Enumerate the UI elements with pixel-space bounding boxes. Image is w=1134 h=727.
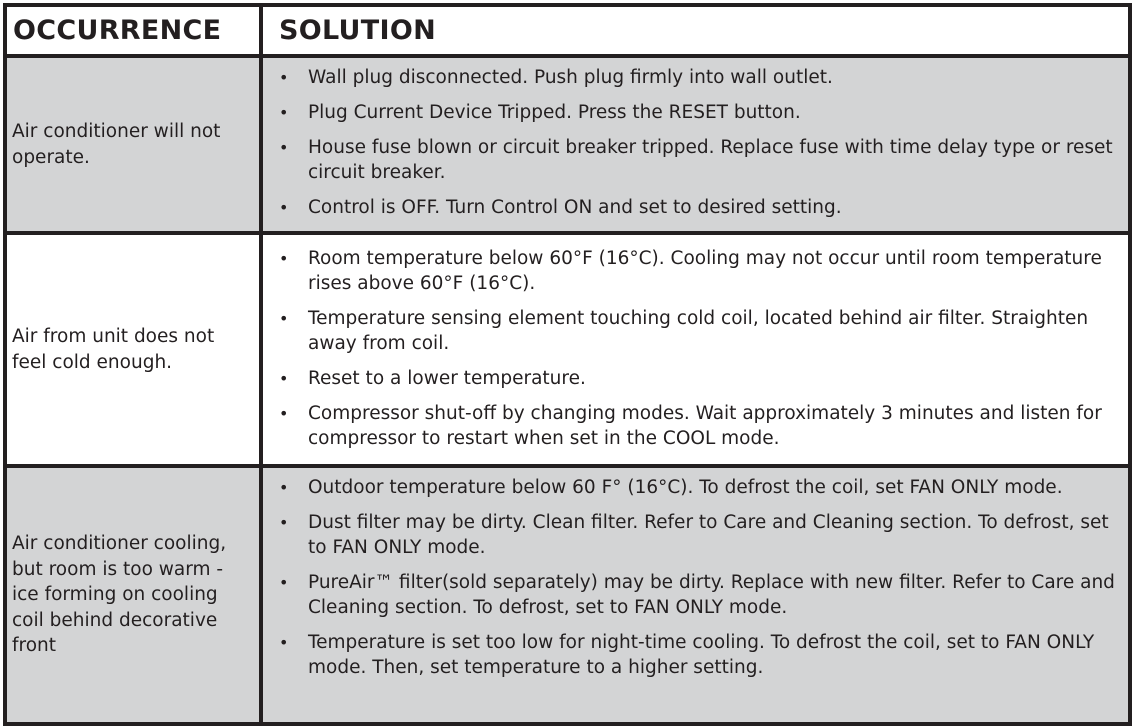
- solution-cell: [263, 235, 1128, 464]
- bullet-icon: •: [279, 138, 289, 157]
- solution-cell: [263, 58, 1128, 231]
- solution-list: [263, 65, 1128, 220]
- bullet-icon: •: [279, 369, 289, 388]
- table-header-row: [7, 7, 1128, 54]
- bullet-icon: •: [279, 573, 289, 592]
- bullet-icon: •: [279, 404, 289, 423]
- troubleshooting-table: [3, 3, 1132, 726]
- occurrence-cell: [7, 468, 259, 722]
- header-solution-cell: [263, 7, 1128, 54]
- solution-list: [263, 475, 1128, 680]
- bullet-icon: •: [279, 309, 289, 328]
- solution-item: • Compressor shut-off by changing modes. Wait approximately 3 minutes and listen for compressor to restart when set in the COOL mode.: [279, 403, 1102, 449]
- occurrence-cell: [7, 235, 259, 464]
- solution-item: • Reset to a lower temperature.: [279, 368, 586, 389]
- solution-cell: [263, 468, 1128, 722]
- solution-item: • House fuse blown or circuit breaker tripped. Replace fuse with time delay type or reset circuit breaker.: [279, 137, 1113, 183]
- solution-item: • Temperature is set too low for night-time cooling. To defrost the coil, set to FAN ONLY mode. Then, set temperature to a higher setting.: [279, 632, 1095, 678]
- solution-item: • Plug Current Device Tripped. Press the RESET button.: [279, 102, 801, 123]
- occurrence-text: Air conditioner cooling, but room is too warm - ice forming on cooling coil behind decorative front: [12, 533, 227, 657]
- table-row: [7, 235, 1128, 464]
- solution-item: • Outdoor temperature below 60 F° (16°C). To defrost the coil, set FAN ONLY mode.: [279, 477, 1063, 498]
- solution-item: • PureAir™ filter(sold separately) may be dirty. Replace with new filter. Refer to Care and Cleaning section. To defrost, set to FAN ONLY mode.: [279, 572, 1115, 618]
- bullet-icon: •: [279, 478, 289, 497]
- solution-item: • Wall plug disconnected. Push plug firmly into wall outlet.: [279, 67, 833, 88]
- occurrence-cell: [7, 58, 259, 231]
- solution-item: • Dust filter may be dirty. Clean filter. Refer to Care and Cleaning section. To defrost, set to FAN ONLY mode.: [279, 512, 1109, 558]
- table-row: [7, 58, 1128, 231]
- occurrence-text: Air from unit does not feel cold enough.: [12, 326, 215, 373]
- bullet-icon: •: [279, 633, 289, 652]
- bullet-icon: •: [279, 103, 289, 122]
- header-solution: SOLUTION: [279, 15, 436, 46]
- bullet-icon: •: [279, 513, 289, 532]
- header-occurrence-cell: [7, 7, 259, 54]
- bullet-icon: •: [279, 249, 289, 268]
- header-occurrence: OCCURRENCE: [13, 15, 222, 46]
- solution-list: [263, 246, 1128, 451]
- bullet-icon: •: [279, 198, 289, 217]
- solution-item: • Temperature sensing element touching cold coil, located behind air filter. Straighten away from coil.: [279, 308, 1089, 354]
- occurrence-text: Air conditioner will not operate.: [12, 121, 221, 168]
- bullet-icon: •: [279, 68, 289, 87]
- solution-item: • Room temperature below 60°F (16°C). Cooling may not occur until room temperature rises above 60°F (16°C).: [279, 248, 1102, 294]
- table-row: [7, 468, 1128, 722]
- solution-item: • Control is OFF. Turn Control ON and set to desired setting.: [279, 197, 842, 218]
